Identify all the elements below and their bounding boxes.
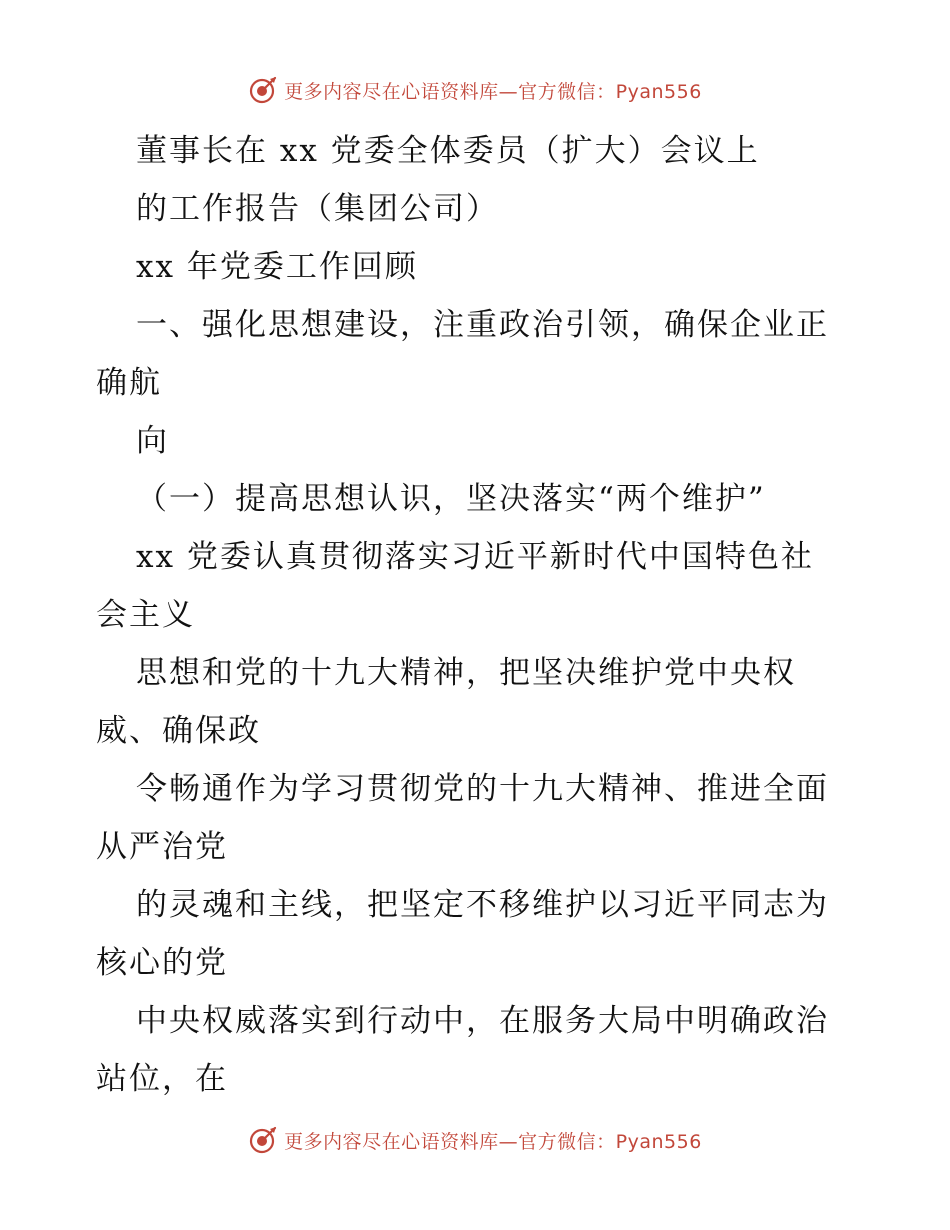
watermark-text: 更多内容尽在心语资料库—官方微信：Pyan556 [284,80,702,103]
subheading-line: （一）提高思想认识，坚决落实“两个维护” [136,481,766,517]
paragraph-line: 向 [136,423,169,459]
title-line-1: 董事长在 xx 党委全体委员（扩大）会议上 [136,133,760,169]
section-heading: xx 年党委工作回顾 [136,249,418,285]
paragraph-line: 核心的党 [96,945,228,981]
paragraph-line: 中央权威落实到行动中，在服务大局中明确政治 [136,1003,829,1039]
paragraph-line: 会主义 [96,597,195,633]
title-line-2: 的工作报告（集团公司） [136,191,499,227]
quill-seal-icon [248,75,278,105]
paragraph-line: 的灵魂和主线，把坚定不移维护以习近平同志为 [136,887,829,923]
header-watermark [0,70,950,110]
paragraph-line: 从严治党 [96,829,228,865]
paragraph-line: 站位，在 [96,1061,228,1097]
document-body [96,122,856,1108]
footer-watermark [0,1120,950,1160]
paragraph-line: 思想和党的十九大精神，把坚决维护党中央权 [136,655,796,691]
paragraph-line: xx 党委认真贯彻落实习近平新时代中国特色社 [136,539,814,575]
paragraph-line: 一、强化思想建设，注重政治引领，确保企业正 [136,307,829,343]
paragraph-line: 确航 [96,365,162,401]
quill-seal-icon [248,1125,278,1155]
watermark-text: 更多内容尽在心语资料库—官方微信：Pyan556 [284,1130,702,1153]
paragraph-line: 令畅通作为学习贯彻党的十九大精神、推进全面 [136,771,829,807]
paragraph-line: 威、确保政 [96,713,261,749]
